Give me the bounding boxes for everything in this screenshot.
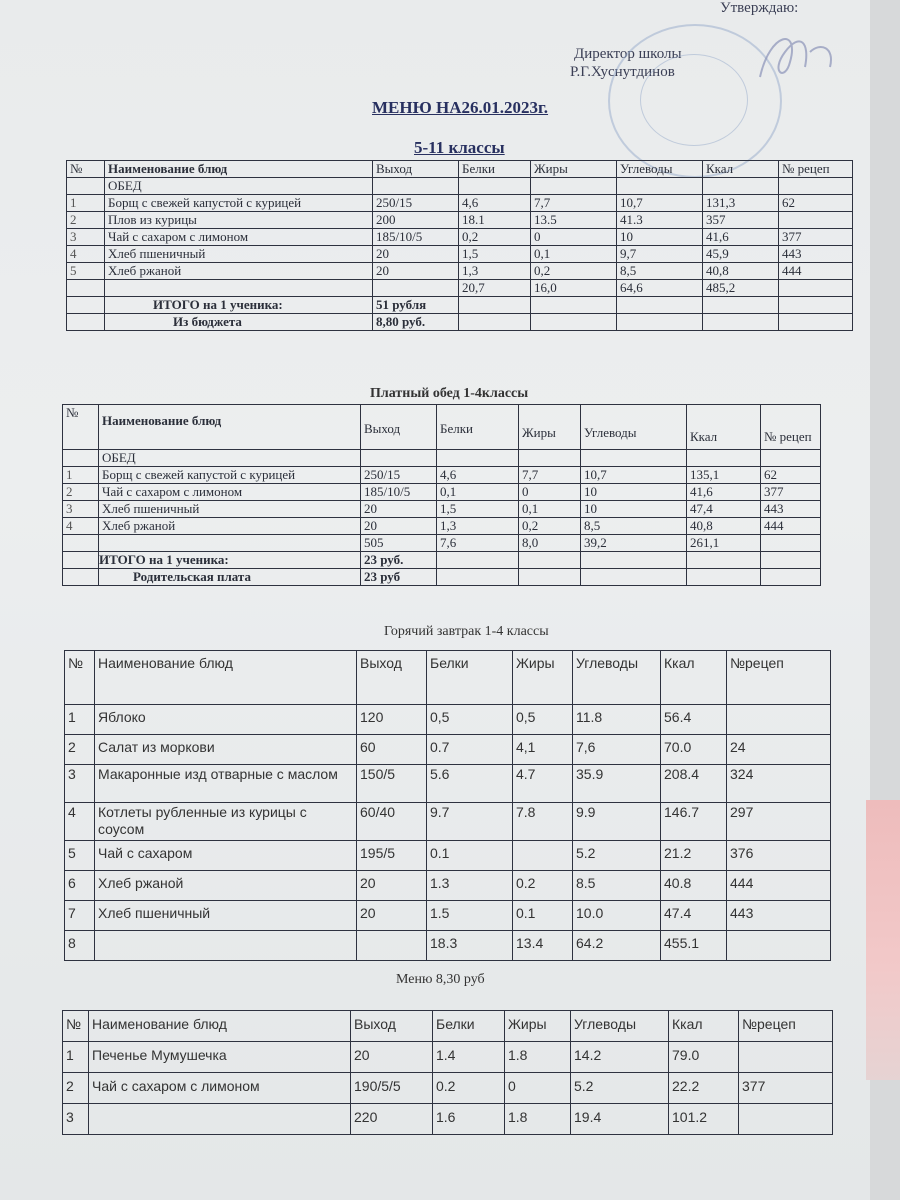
cell: 1.5 (427, 901, 513, 931)
cell: 1,3 (459, 263, 531, 280)
cell: 200 (373, 212, 459, 229)
menu-table-snack (62, 1010, 833, 1135)
cell: 4.7 (513, 765, 573, 803)
cell: 5.6 (427, 765, 513, 803)
cell: 8 (65, 931, 95, 961)
cell: 120 (357, 705, 427, 735)
table-row (63, 1042, 833, 1073)
approval-label: Утверждаю: (720, 0, 799, 16)
cell: 45,9 (703, 246, 779, 263)
header-cell: Углеводы (571, 1011, 669, 1042)
header-cell: Наименование блюд (99, 405, 361, 450)
header-cell: Жиры (505, 1011, 571, 1042)
cell: Плов из курицы (105, 212, 373, 229)
cell: 444 (727, 871, 831, 901)
cell: 13.5 (531, 212, 617, 229)
cell: 47,4 (687, 501, 761, 518)
director-title: Директор школы (574, 46, 682, 62)
header-cell: Наименование блюд (105, 161, 373, 178)
table-row (67, 195, 853, 212)
signature (740, 22, 850, 92)
cell: 443 (727, 901, 831, 931)
cell: 3 (63, 501, 99, 518)
cell: 20 (361, 518, 437, 535)
cell: 0 (531, 229, 617, 246)
cell: 0.2 (513, 871, 573, 901)
cell: 0,2 (531, 263, 617, 280)
section-label: ОБЕД (99, 450, 361, 467)
table-row (67, 212, 853, 229)
cell: 35.9 (573, 765, 661, 803)
header-cell: Ккал (661, 651, 727, 705)
itogo-label: ИТОГО на 1 ученика: (99, 552, 361, 569)
cell: 8,0 (519, 535, 581, 552)
header-cell: № (63, 405, 99, 450)
itogo-value: 23 руб. (361, 552, 437, 569)
total-row (67, 280, 853, 297)
cell: Котлеты рубленные из курицы с соусом (95, 803, 357, 841)
cell: Хлеб пшеничный (99, 501, 361, 518)
background-red-object (866, 800, 900, 1080)
header-cell: Белки (459, 161, 531, 178)
cell: 10.0 (573, 901, 661, 931)
cell: Салат из моркови (95, 735, 357, 765)
cell: 4,6 (437, 467, 519, 484)
cell: Макаронные изд отварные с маслом (95, 765, 357, 803)
cell (779, 212, 853, 229)
menu-table-paid-lunch (62, 404, 821, 586)
cell: 4,1 (513, 735, 573, 765)
header-cell: Углеводы (581, 405, 687, 450)
parent-payment-label: Родительская плата (99, 569, 361, 586)
cell: 2 (67, 212, 105, 229)
table-row (65, 705, 831, 735)
cell: 485,2 (703, 280, 779, 297)
cell: 4 (63, 518, 99, 535)
table-header (63, 1011, 833, 1042)
cell: Чай с сахаром с лимоном (99, 484, 361, 501)
cell (727, 931, 831, 961)
cell: 62 (779, 195, 853, 212)
itogo-value: 51 рубля (373, 297, 459, 314)
cell: 455.1 (661, 931, 727, 961)
cell: 3 (65, 765, 95, 803)
cell: 10 (581, 484, 687, 501)
cell: 443 (779, 246, 853, 263)
cell: 40,8 (703, 263, 779, 280)
cell: 11.8 (573, 705, 661, 735)
cell (513, 841, 573, 871)
cell: 220 (351, 1104, 433, 1135)
cell: 20 (373, 246, 459, 263)
table-row (67, 246, 853, 263)
cell: 7,7 (519, 467, 581, 484)
cell: 2 (63, 484, 99, 501)
header-cell: № рецеп (761, 405, 821, 450)
total-row (63, 535, 821, 552)
cell: 7,6 (437, 535, 519, 552)
table-row (65, 735, 831, 765)
cell: 64,6 (617, 280, 703, 297)
table-row (67, 178, 853, 195)
cell (89, 1104, 351, 1135)
cell: 5 (65, 841, 95, 871)
cell: 20 (351, 1042, 433, 1073)
table-row (63, 1073, 833, 1104)
total-row (65, 931, 831, 961)
table-row (63, 467, 821, 484)
header-cell: Выход (361, 405, 437, 450)
cell: 20 (357, 871, 427, 901)
header-cell: Белки (433, 1011, 505, 1042)
cell: 7,6 (573, 735, 661, 765)
cell: 250/15 (361, 467, 437, 484)
cell: 0,5 (427, 705, 513, 735)
cell: 2 (63, 1073, 89, 1104)
cell: 297 (727, 803, 831, 841)
menu-table-5-11 (66, 160, 853, 331)
header-cell: Белки (427, 651, 513, 705)
cell: Печенье Мумушечка (89, 1042, 351, 1073)
cell: 250/15 (373, 195, 459, 212)
header-cell: №рецеп (727, 651, 831, 705)
table-row (65, 901, 831, 931)
cell: 1,3 (437, 518, 519, 535)
cell: 64.2 (573, 931, 661, 961)
cell: Хлеб ржаной (99, 518, 361, 535)
header-cell: Выход (373, 161, 459, 178)
header-cell: Наименование блюд (95, 651, 357, 705)
cell: 324 (727, 765, 831, 803)
budget-label: Из бюджета (105, 314, 373, 331)
cell: 3 (67, 229, 105, 246)
table-row (63, 484, 821, 501)
cell: 261,1 (687, 535, 761, 552)
caption-paid-lunch: Платный обед 1-4классы (370, 386, 529, 401)
header-cell: Жиры (519, 405, 581, 450)
cell: 16,0 (531, 280, 617, 297)
header-cell: № (67, 161, 105, 178)
cell: 60 (357, 735, 427, 765)
cell: 5 (67, 263, 105, 280)
cell: 0.7 (427, 735, 513, 765)
header-cell: Углеводы (573, 651, 661, 705)
cell: Хлеб ржаной (105, 263, 373, 280)
cell: 0,2 (459, 229, 531, 246)
cell: 0.2 (433, 1073, 505, 1104)
cell: 377 (779, 229, 853, 246)
cell: 8.5 (573, 871, 661, 901)
cell: 1.8 (505, 1104, 571, 1135)
cell: 195/5 (357, 841, 427, 871)
cell: 357 (703, 212, 779, 229)
cell: 7,7 (531, 195, 617, 212)
cell: 1 (67, 195, 105, 212)
header-cell: Углеводы (617, 161, 703, 178)
cell: Хлеб ржаной (95, 871, 357, 901)
cell: 0,5 (513, 705, 573, 735)
cell (357, 931, 427, 961)
cell (95, 931, 357, 961)
cell: 9.9 (573, 803, 661, 841)
cell: 24 (727, 735, 831, 765)
cell: 47.4 (661, 901, 727, 931)
cell: 41,6 (687, 484, 761, 501)
cell: 3 (63, 1104, 89, 1135)
itogo-label: ИТОГО на 1 ученика: (105, 297, 373, 314)
header-cell: Наименование блюд (89, 1011, 351, 1042)
table-header (63, 405, 821, 450)
cell: 9,7 (617, 246, 703, 263)
section-label: ОБЕД (105, 178, 373, 195)
header-cell: № рецеп (779, 161, 853, 178)
cell: 1 (63, 467, 99, 484)
cell: 190/5/5 (351, 1073, 433, 1104)
table-header (65, 651, 831, 705)
cell: 444 (779, 263, 853, 280)
cell: Борщ с свежей капустой с курицей (99, 467, 361, 484)
cell: 7.8 (513, 803, 573, 841)
cell: 208.4 (661, 765, 727, 803)
cell: 2 (65, 735, 95, 765)
cell: 20 (373, 263, 459, 280)
director-name: Р.Г.Хуснутдинов (570, 64, 675, 80)
cell: 150/5 (357, 765, 427, 803)
cell: Борщ с свежей капустой с курицей (105, 195, 373, 212)
cell: 8,5 (617, 263, 703, 280)
cell: 0,1 (531, 246, 617, 263)
table-row (63, 518, 821, 535)
cell: 9.7 (427, 803, 513, 841)
header-cell: Ккал (703, 161, 779, 178)
table-row (65, 871, 831, 901)
cell (739, 1042, 833, 1073)
cell: 10 (581, 501, 687, 518)
table-row (63, 501, 821, 518)
cell: 1 (65, 705, 95, 735)
budget-row (67, 314, 853, 331)
cell: 14.2 (571, 1042, 669, 1073)
cell: 1,5 (437, 501, 519, 518)
cell: 0.1 (427, 841, 513, 871)
cell: 20 (357, 901, 427, 931)
cell: 8,5 (581, 518, 687, 535)
page-subtitle: 5-11 классы (414, 138, 505, 157)
caption-hot-breakfast: Горячий завтрак 1-4 классы (384, 624, 549, 639)
cell: 0,2 (519, 518, 581, 535)
table-row (67, 263, 853, 280)
table-row (63, 450, 821, 467)
cell: 0.1 (513, 901, 573, 931)
cell: 1,5 (459, 246, 531, 263)
table-row (65, 765, 831, 803)
table-header (67, 161, 853, 178)
cell: 79.0 (669, 1042, 739, 1073)
cell: 13.4 (513, 931, 573, 961)
header-cell: Выход (351, 1011, 433, 1042)
cell: Яблоко (95, 705, 357, 735)
cell: 40.8 (661, 871, 727, 901)
cell: 18.3 (427, 931, 513, 961)
parent-payment-value: 23 руб (361, 569, 437, 586)
cell: 41.3 (617, 212, 703, 229)
header-cell: №рецеп (739, 1011, 833, 1042)
cell: 41,6 (703, 229, 779, 246)
table-row (65, 841, 831, 871)
cell: 10 (617, 229, 703, 246)
cell: 20 (361, 501, 437, 518)
cell: 0 (519, 484, 581, 501)
cell: Хлеб пшеничный (105, 246, 373, 263)
cell: 146.7 (661, 803, 727, 841)
cell: 4 (65, 803, 95, 841)
itogo-row (67, 297, 853, 314)
header-cell: Ккал (669, 1011, 739, 1042)
header-cell: № (63, 1011, 89, 1042)
header-cell: Жиры (513, 651, 573, 705)
cell: 20,7 (459, 280, 531, 297)
cell: 0,1 (437, 484, 519, 501)
cell: 6 (65, 871, 95, 901)
cell: 7 (65, 901, 95, 931)
cell: 443 (761, 501, 821, 518)
page-title: МЕНЮ НА26.01.2023г. (372, 98, 549, 117)
cell: 5.2 (571, 1073, 669, 1104)
header-cell: Белки (437, 405, 519, 450)
cell: 101.2 (669, 1104, 739, 1135)
cell: 1.6 (433, 1104, 505, 1135)
header-cell: № (65, 651, 95, 705)
cell: 21.2 (661, 841, 727, 871)
table-row (67, 229, 853, 246)
cell: 0,1 (519, 501, 581, 518)
cell: 4,6 (459, 195, 531, 212)
cell: 444 (761, 518, 821, 535)
header-cell: Выход (357, 651, 427, 705)
cell: 377 (761, 484, 821, 501)
cell: 10,7 (581, 467, 687, 484)
budget-value: 8,80 руб. (373, 314, 459, 331)
cell: 1.4 (433, 1042, 505, 1073)
caption-menu-price: Меню 8,30 руб (396, 972, 485, 987)
menu-table-hot-breakfast (64, 650, 831, 961)
cell: 1.8 (505, 1042, 571, 1073)
cell: 39,2 (581, 535, 687, 552)
table-row (65, 803, 831, 841)
cell: 22.2 (669, 1073, 739, 1104)
cell: 377 (739, 1073, 833, 1104)
parent-payment-row (63, 569, 821, 586)
itogo-row (63, 552, 821, 569)
cell: 0 (505, 1073, 571, 1104)
cell: 185/10/5 (361, 484, 437, 501)
cell: 1.3 (427, 871, 513, 901)
cell (739, 1104, 833, 1135)
cell: 1 (63, 1042, 89, 1073)
cell: Чай с сахаром с лимоном (89, 1073, 351, 1104)
cell (727, 705, 831, 735)
cell: 185/10/5 (373, 229, 459, 246)
cell: 131,3 (703, 195, 779, 212)
cell: Чай с сахаром (95, 841, 357, 871)
cell: 4 (67, 246, 105, 263)
cell: 10,7 (617, 195, 703, 212)
cell: 62 (761, 467, 821, 484)
cell: 40,8 (687, 518, 761, 535)
cell: 505 (361, 535, 437, 552)
header-cell: Ккал (687, 405, 761, 450)
cell: 56.4 (661, 705, 727, 735)
cell: 376 (727, 841, 831, 871)
total-row (63, 1104, 833, 1135)
cell: 18.1 (459, 212, 531, 229)
cell: 70.0 (661, 735, 727, 765)
cell: Хлеб пшеничный (95, 901, 357, 931)
cell: Чай с сахаром с лимоном (105, 229, 373, 246)
cell: 19.4 (571, 1104, 669, 1135)
cell: 60/40 (357, 803, 427, 841)
header-cell: Жиры (531, 161, 617, 178)
cell: 135,1 (687, 467, 761, 484)
cell: 5.2 (573, 841, 661, 871)
